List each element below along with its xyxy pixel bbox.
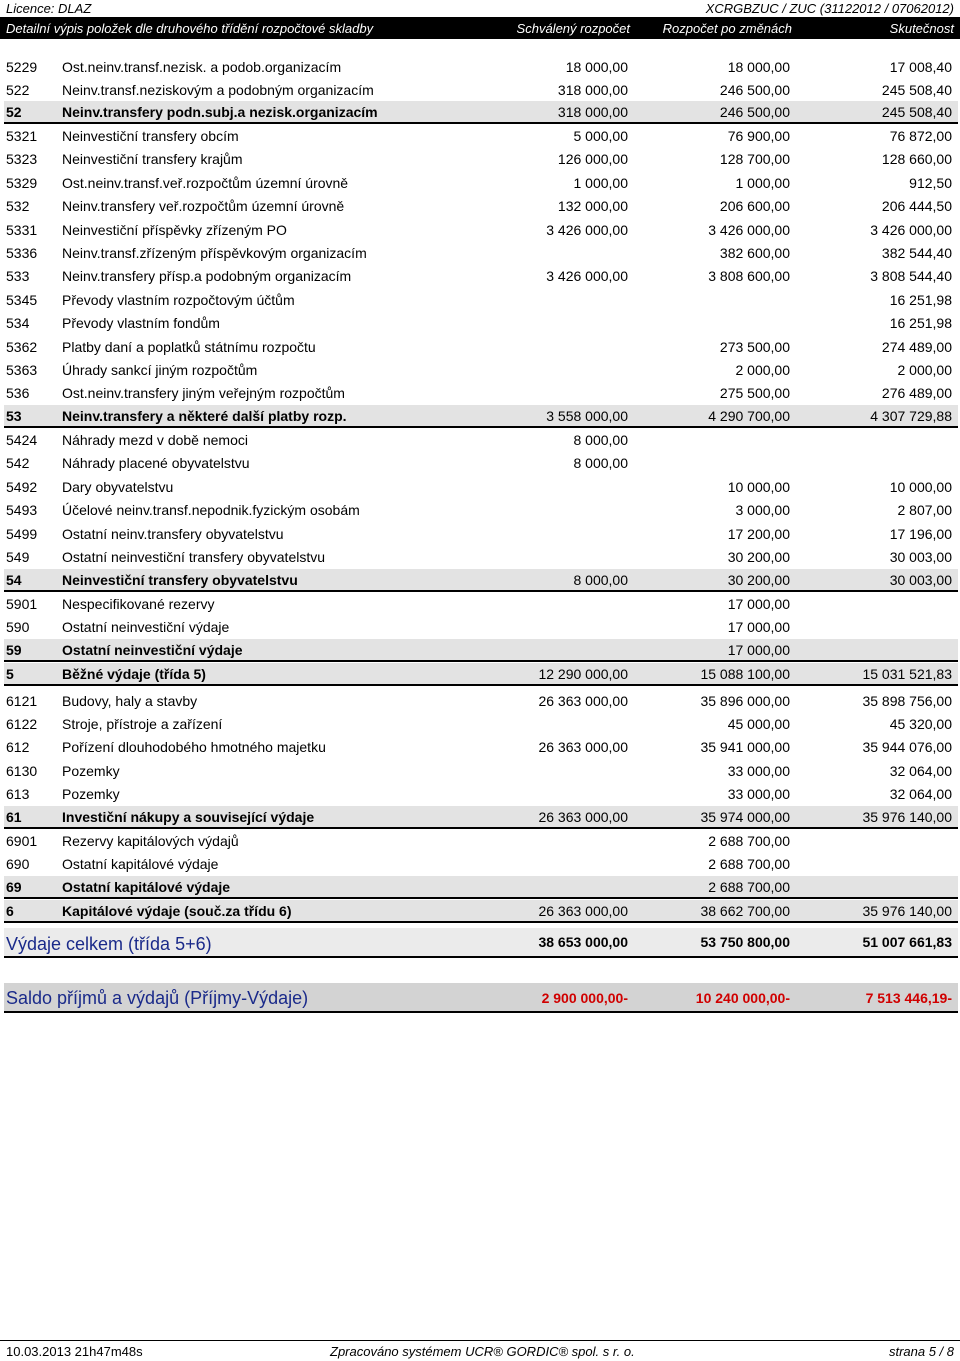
value-schvaleny: 8 000,00	[573, 455, 628, 471]
value-schvaleny: 3 558 000,00	[546, 408, 628, 424]
value-po-zmenach: 10 000,00	[727, 479, 790, 495]
table-row	[4, 125, 958, 147]
value-skutecnost: 32 064,00	[889, 763, 952, 779]
item-name: Převody vlastním fondům	[62, 315, 220, 331]
item-name: Neinvestiční transfery obyvatelstvu	[62, 572, 298, 588]
value-po-zmenach: 17 000,00	[727, 642, 790, 658]
item-code: 5323	[6, 151, 38, 167]
value-skutecnost: 32 064,00	[889, 786, 952, 802]
table-row	[4, 172, 958, 194]
table-row	[4, 593, 958, 615]
item-code: 5424	[6, 432, 38, 448]
item-name: Kapitálové výdaje (souč.za třídu 6)	[62, 903, 292, 919]
value-po-zmenach: 30 200,00	[727, 572, 790, 588]
value-schvaleny: 12 290 000,00	[538, 666, 628, 682]
table-row	[4, 853, 958, 875]
value-skutecnost: 245 508,40	[881, 104, 952, 120]
value-po-zmenach: 382 600,00	[719, 245, 790, 261]
subtotal-row	[4, 876, 958, 899]
item-name: Neinv.transfery podn.subj.a nezisk.organizacím	[62, 104, 378, 120]
table-row	[4, 499, 958, 521]
value-skutecnost: 128 660,00	[881, 151, 952, 167]
value-skutecnost: 45 320,00	[889, 716, 952, 732]
value-skutecnost: 3 808 544,40	[870, 268, 952, 284]
item-name: Investiční nákupy a související výdaje	[62, 809, 315, 825]
value-schvaleny: 3 426 000,00	[546, 222, 628, 238]
value-schvaleny: 2 900 000,00-	[541, 990, 628, 1006]
item-name: Budovy, haly a stavby	[62, 693, 198, 709]
item-name: Rezervy kapitálových výdajů	[62, 833, 239, 849]
item-name: Stroje, přístroje a zařízení	[62, 716, 223, 732]
item-name: Převody vlastním rozpočtovým účtům	[62, 292, 295, 308]
item-code: 6130	[6, 763, 38, 779]
table-row	[4, 265, 958, 287]
value-po-zmenach: 35 941 000,00	[700, 739, 790, 755]
value-skutecnost: 76 872,00	[889, 128, 952, 144]
value-schvaleny: 26 363 000,00	[538, 809, 628, 825]
item-name: Náhrady placené obyvatelstvu	[62, 455, 250, 471]
value-skutecnost: 16 251,98	[889, 292, 952, 308]
item-code: 6901	[6, 833, 38, 849]
item-name: Ost.neinv.transf.nezisk. a podob.organizacím	[62, 59, 342, 75]
table-row	[4, 830, 958, 852]
table-row	[4, 312, 958, 334]
item-code: 590	[6, 619, 30, 635]
value-skutecnost: 7 513 446,19-	[865, 990, 952, 1006]
item-code: 54	[6, 572, 22, 588]
value-schvaleny: 5 000,00	[573, 128, 628, 144]
item-code: 6122	[6, 716, 38, 732]
table-row	[4, 336, 958, 358]
value-schvaleny: 26 363 000,00	[538, 903, 628, 919]
item-code: 534	[6, 315, 30, 331]
value-skutecnost: 35 898 756,00	[862, 693, 952, 709]
item-name: Ostatní kapitálové výdaje	[62, 856, 219, 872]
value-po-zmenach: 17 000,00	[727, 619, 790, 635]
table-row	[4, 546, 958, 568]
subtotal-row	[4, 569, 958, 592]
report-header	[0, 0, 960, 16]
item-name: Účelové neinv.transf.nepodnik.fyzickým osobám	[62, 502, 360, 518]
item-code: 5229	[6, 59, 38, 75]
value-skutecnost: 30 003,00	[889, 572, 952, 588]
value-skutecnost: 206 444,50	[881, 198, 952, 214]
item-code: 536	[6, 385, 30, 401]
value-skutecnost: 276 489,00	[881, 385, 952, 401]
footer-processed-by: Zpracováno systémem UCR® GORDIC® spol. s r. o.	[330, 1344, 635, 1359]
column-header-skutecnost: Skutečnost	[889, 21, 954, 36]
item-code: 612	[6, 739, 30, 755]
value-po-zmenach: 3 808 600,00	[708, 268, 790, 284]
table-row	[4, 616, 958, 638]
page-footer	[0, 1340, 960, 1361]
item-name: Pozemky	[62, 786, 120, 802]
report-subtitle: Detailní výpis položek dle druhového třídění rozpočtové skladby	[6, 21, 374, 36]
value-po-zmenach: 2 688 700,00	[708, 879, 790, 895]
value-schvaleny: 26 363 000,00	[538, 739, 628, 755]
value-schvaleny: 318 000,00	[557, 82, 628, 98]
value-skutecnost: 2 000,00	[897, 362, 952, 378]
value-schvaleny: 18 000,00	[565, 59, 628, 75]
value-po-zmenach: 17 200,00	[727, 526, 790, 542]
subtotal-row	[4, 900, 958, 923]
subtotal-row	[4, 806, 958, 829]
item-code: 613	[6, 786, 30, 802]
item-code: 533	[6, 268, 30, 284]
value-po-zmenach: 15 088 100,00	[700, 666, 790, 682]
subtotal-row	[4, 405, 958, 428]
item-name: Neinvestiční transfery krajům	[62, 151, 243, 167]
subtotal-row	[4, 663, 958, 686]
value-schvaleny: 318 000,00	[557, 104, 628, 120]
table-row	[4, 382, 958, 404]
item-code: 522	[6, 82, 30, 98]
value-po-zmenach: 35 974 000,00	[700, 809, 790, 825]
item-code: 6121	[6, 693, 38, 709]
item-name: Neinv.transfery veř.rozpočtům územní úrovně	[62, 198, 345, 214]
item-name: Náhrady mezd v době nemoci	[62, 432, 248, 448]
item-name: Neinvestiční transfery obcím	[62, 128, 239, 144]
licence-label: Licence: DLAZ	[6, 1, 92, 16]
value-schvaleny: 8 000,00	[573, 572, 628, 588]
total-row	[4, 928, 958, 958]
item-name: Neinv.transfery a některé další platby rozp.	[62, 408, 347, 424]
value-schvaleny: 3 426 000,00	[546, 268, 628, 284]
value-po-zmenach: 76 900,00	[727, 128, 790, 144]
footer-page-number: strana 5 / 8	[888, 1344, 954, 1359]
table-row	[4, 760, 958, 782]
table-row	[4, 148, 958, 170]
value-skutecnost: 51 007 661,83	[862, 934, 952, 950]
item-name: Běžné výdaje (třída 5)	[62, 666, 206, 682]
item-name: Ostatní kapitálové výdaje	[62, 879, 231, 895]
item-name: Pořízení dlouhodobého hmotného majetku	[62, 739, 326, 755]
table-row	[4, 79, 958, 101]
item-code: 5345	[6, 292, 38, 308]
item-code: 5492	[6, 479, 38, 495]
value-schvaleny: 126 000,00	[557, 151, 628, 167]
item-code: 542	[6, 455, 30, 471]
value-schvaleny: 8 000,00	[573, 432, 628, 448]
item-code: 532	[6, 198, 30, 214]
value-po-zmenach: 45 000,00	[727, 716, 790, 732]
subtotal-row	[4, 101, 958, 124]
table-row	[4, 736, 958, 758]
value-skutecnost: 10 000,00	[889, 479, 952, 495]
item-code: 5	[6, 666, 14, 682]
value-skutecnost: 17 008,40	[889, 59, 952, 75]
item-code: 61	[6, 809, 22, 825]
item-code: 52	[6, 104, 22, 120]
table-row	[4, 359, 958, 381]
value-skutecnost: 35 944 076,00	[862, 739, 952, 755]
value-po-zmenach: 273 500,00	[719, 339, 790, 355]
item-code: 549	[6, 549, 30, 565]
value-po-zmenach: 1 000,00	[735, 175, 790, 191]
value-skutecnost: 17 196,00	[889, 526, 952, 542]
value-po-zmenach: 53 750 800,00	[700, 934, 790, 950]
subtotal-row	[4, 639, 958, 662]
item-code: 690	[6, 856, 30, 872]
item-code: 6	[6, 903, 14, 919]
item-name: Ost.neinv.transfery jiným veřejným rozpočtům	[62, 385, 345, 401]
item-name: Neinv.transf.neziskovým a podobným organizacím	[62, 82, 374, 98]
table-row	[4, 195, 958, 217]
value-skutecnost: 912,50	[909, 175, 952, 191]
column-header-po-zmenach: Rozpočet po změnách	[662, 21, 792, 36]
footer-datetime: 10.03.2013 21h47m48s	[6, 1344, 143, 1359]
item-code: 59	[6, 642, 22, 658]
value-po-zmenach: 275 500,00	[719, 385, 790, 401]
value-skutecnost: 3 426 000,00	[870, 222, 952, 238]
column-header-bar	[0, 17, 960, 39]
value-po-zmenach: 18 000,00	[727, 59, 790, 75]
item-code: 5336	[6, 245, 38, 261]
value-schvaleny: 26 363 000,00	[538, 693, 628, 709]
value-skutecnost: 16 251,98	[889, 315, 952, 331]
value-skutecnost: 274 489,00	[881, 339, 952, 355]
value-po-zmenach: 2 000,00	[735, 362, 790, 378]
value-po-zmenach: 38 662 700,00	[700, 903, 790, 919]
table-row	[4, 713, 958, 735]
value-po-zmenach: 33 000,00	[727, 763, 790, 779]
item-name: Ost.neinv.transf.veř.rozpočtům územní úrovně	[62, 175, 349, 191]
table-row	[4, 429, 958, 451]
value-schvaleny: 38 653 000,00	[538, 934, 628, 950]
item-code: 5363	[6, 362, 38, 378]
row-title: Výdaje celkem (třída 5+6)	[6, 934, 212, 954]
item-code: 5493	[6, 502, 38, 518]
report-code: XCRGBZUC / ZUC (31122012 / 07062012)	[705, 1, 954, 16]
item-name: Dary obyvatelstvu	[62, 479, 174, 495]
row-title: Saldo příjmů a výdajů (Příjmy-Výdaje)	[6, 988, 309, 1008]
value-po-zmenach: 206 600,00	[719, 198, 790, 214]
value-po-zmenach: 3 426 000,00	[708, 222, 790, 238]
item-name: Ostatní neinvestiční výdaje	[62, 619, 230, 635]
item-code: 5901	[6, 596, 38, 612]
table-row	[4, 523, 958, 545]
value-po-zmenach: 246 500,00	[719, 104, 790, 120]
value-skutecnost: 2 807,00	[897, 502, 952, 518]
value-skutecnost: 35 976 140,00	[862, 809, 952, 825]
item-name: Platby daní a poplatků státnímu rozpočtu	[62, 339, 316, 355]
value-skutecnost: 35 976 140,00	[862, 903, 952, 919]
item-name: Pozemky	[62, 763, 120, 779]
value-schvaleny: 132 000,00	[557, 198, 628, 214]
value-po-zmenach: 128 700,00	[719, 151, 790, 167]
value-po-zmenach: 33 000,00	[727, 786, 790, 802]
table-row	[4, 690, 958, 712]
value-skutecnost: 382 544,40	[881, 245, 952, 261]
value-po-zmenach: 17 000,00	[727, 596, 790, 612]
item-name: Neinv.transf.zřízeným příspěvkovým organizacím	[62, 245, 367, 261]
table-row	[4, 56, 958, 78]
value-po-zmenach: 4 290 700,00	[708, 408, 790, 424]
item-name: Ostatní neinvestiční výdaje	[62, 642, 243, 658]
column-header-schvaleny: Schválený rozpočet	[516, 21, 630, 36]
item-code: 5321	[6, 128, 38, 144]
item-name: Ostatní neinv.transfery obyvatelstvu	[62, 526, 284, 542]
item-code: 5499	[6, 526, 38, 542]
value-po-zmenach: 10 240 000,00-	[695, 990, 790, 1006]
value-po-zmenach: 35 896 000,00	[700, 693, 790, 709]
item-code: 5362	[6, 339, 38, 355]
saldo-row	[4, 983, 958, 1013]
table-row	[4, 289, 958, 311]
table-row	[4, 242, 958, 264]
item-code: 69	[6, 879, 22, 895]
table-row	[4, 476, 958, 498]
value-skutecnost: 30 003,00	[889, 549, 952, 565]
value-skutecnost: 4 307 729,88	[870, 408, 952, 424]
value-schvaleny: 1 000,00	[573, 175, 628, 191]
item-name: Neinvestiční příspěvky zřízeným PO	[62, 222, 287, 238]
value-skutecnost: 245 508,40	[881, 82, 952, 98]
value-po-zmenach: 2 688 700,00	[708, 833, 790, 849]
item-code: 53	[6, 408, 22, 424]
item-name: Úhrady sankcí jiným rozpočtům	[62, 362, 258, 378]
item-name: Neinv.transfery přísp.a podobným organizacím	[62, 268, 352, 284]
value-po-zmenach: 2 688 700,00	[708, 856, 790, 872]
item-name: Nespecifikované rezervy	[62, 596, 215, 612]
value-po-zmenach: 3 000,00	[735, 502, 790, 518]
table-row	[4, 219, 958, 241]
item-code: 5331	[6, 222, 38, 238]
table-row	[4, 783, 958, 805]
value-po-zmenach: 30 200,00	[727, 549, 790, 565]
item-code: 5329	[6, 175, 38, 191]
value-skutecnost: 15 031 521,83	[862, 666, 952, 682]
table-row	[4, 452, 958, 474]
value-po-zmenach: 246 500,00	[719, 82, 790, 98]
item-name: Ostatní neinvestiční transfery obyvatelstvu	[62, 549, 326, 565]
